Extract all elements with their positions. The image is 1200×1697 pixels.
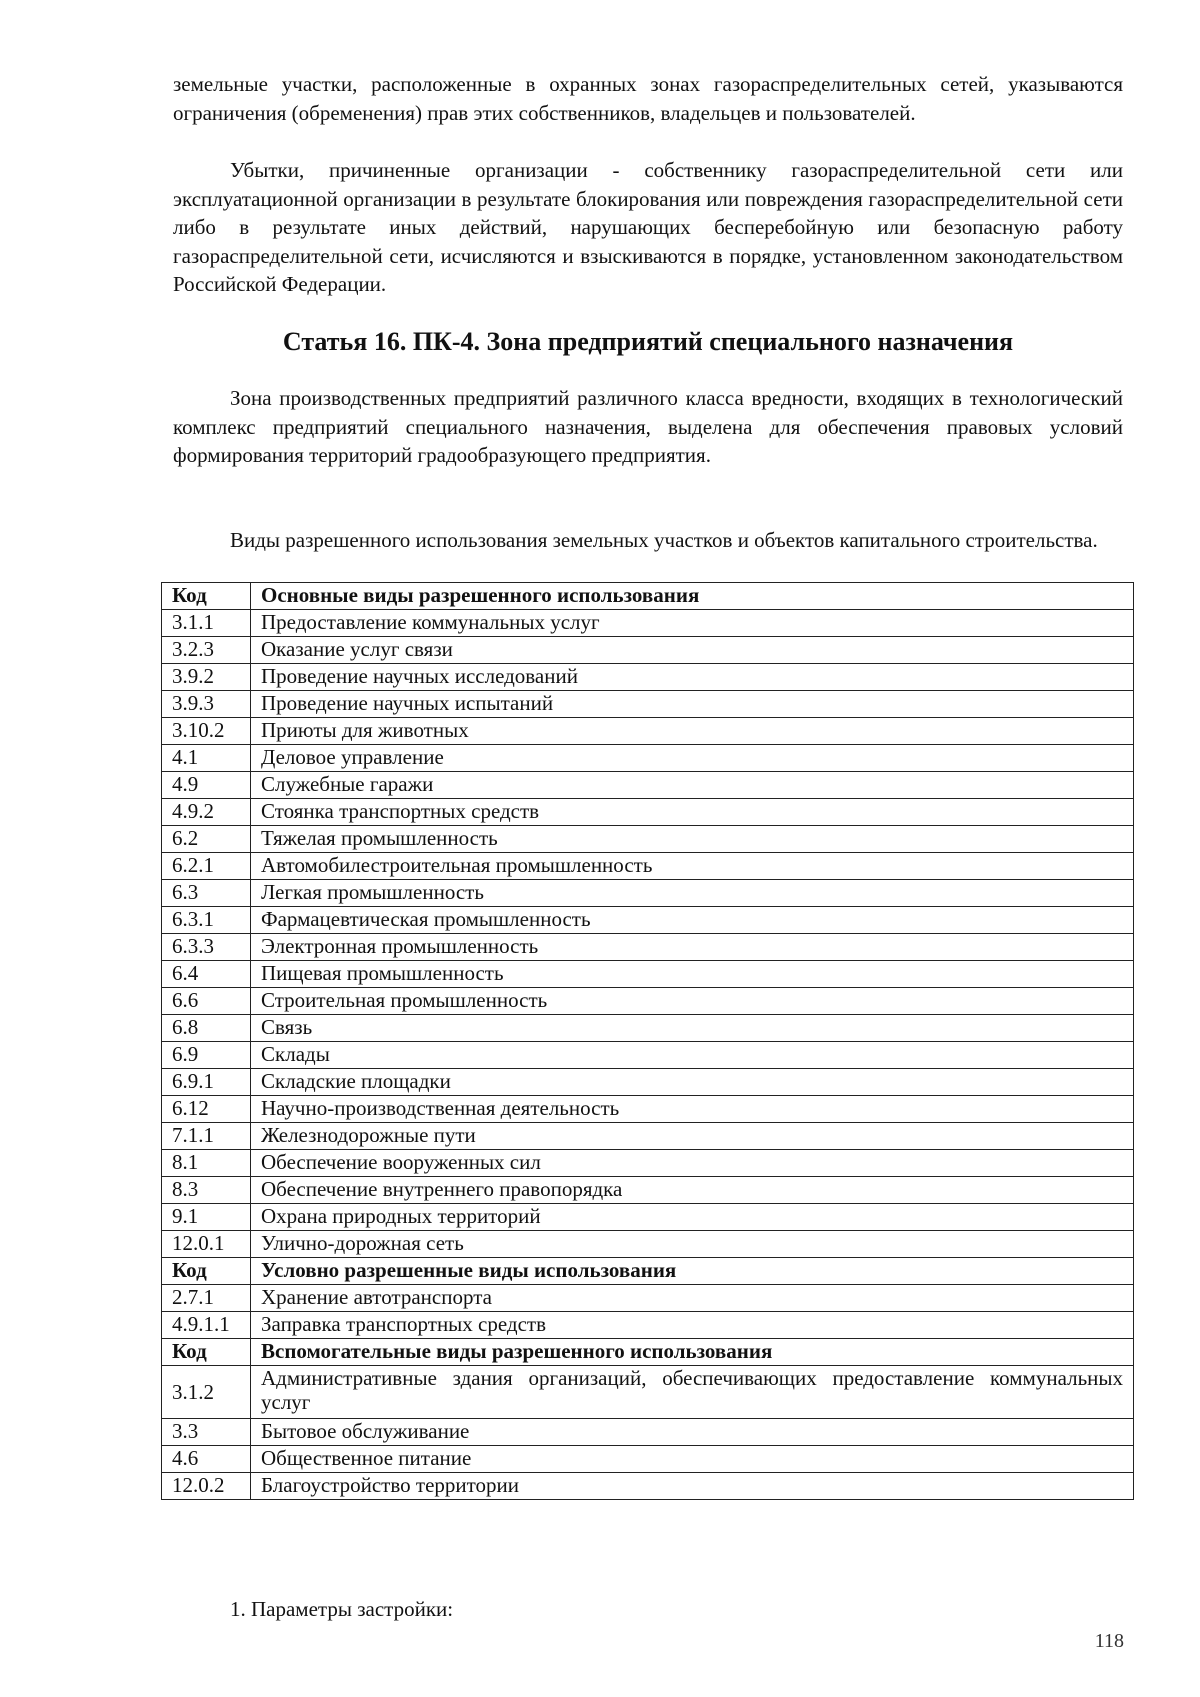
table-row [162, 637, 1134, 664]
use-name: Автомобилестроительная промышленность [251, 853, 1134, 880]
use-name: Оказание услуг связи [251, 637, 1134, 664]
use-code: 12.0.2 [162, 1473, 251, 1500]
use-name: Общественное питание [251, 1446, 1134, 1473]
table-row [162, 610, 1134, 637]
permitted-use-table-body [162, 583, 1134, 1500]
code-column-header: Код [162, 583, 251, 610]
use-code: 3.9.3 [162, 691, 251, 718]
use-name: Легкая промышленность [251, 880, 1134, 907]
use-name: Железнодорожные пути [251, 1123, 1134, 1150]
main-uses-section-title: Основные виды разрешенного использования [251, 583, 1134, 610]
use-name: Строительная промышленность [251, 988, 1134, 1015]
zone-description: Зона производственных предприятий различного класса вредности, входящих в технологический комплекс предприятий специального назначения, выделена для обеспечения правовых условий формирования территорий градообразующего предприятия. [173, 386, 1123, 468]
use-code: 4.6 [162, 1446, 251, 1473]
use-code: 2.7.1 [162, 1285, 251, 1312]
use-code: 3.1.2 [162, 1366, 251, 1419]
auxiliary-uses-header-row [162, 1339, 1134, 1366]
use-code: 6.9 [162, 1042, 251, 1069]
use-name: Стоянка транспортных средств [251, 799, 1134, 826]
table-row [162, 1042, 1134, 1069]
table-row [162, 907, 1134, 934]
use-name: Научно-производственная деятельность [251, 1096, 1134, 1123]
table-row [162, 853, 1134, 880]
use-code: 3.9.2 [162, 664, 251, 691]
building-parameters-item: 1. Параметры застройки: [230, 1597, 454, 1621]
table-row [162, 799, 1134, 826]
use-code: 3.1.1 [162, 610, 251, 637]
table-row [162, 934, 1134, 961]
use-code: 4.9 [162, 772, 251, 799]
use-name: Деловое управление [251, 745, 1134, 772]
use-code: 6.3.3 [162, 934, 251, 961]
use-name: Бытовое обслуживание [251, 1419, 1134, 1446]
code-column-header: Код [162, 1339, 251, 1366]
intro-paragraph-damages: Убытки, причиненные организации - собственнику газораспределительной сети или эксплуатационной организации в результате блокирования или повреждения газораспределительной сети либо в результате иных действий, нарушающих бесперебойную или безопасную работу газораспределительной сети, исчисляются и взыскиваются в порядке, установленном законодательством Российской Федерации. [173, 158, 1123, 297]
use-code: 6.3.1 [162, 907, 251, 934]
use-code: 3.3 [162, 1419, 251, 1446]
use-name: Приюты для животных [251, 718, 1134, 745]
use-name: Предоставление коммунальных услуг [251, 610, 1134, 637]
table-row [162, 988, 1134, 1015]
use-code: 6.8 [162, 1015, 251, 1042]
use-name: Обеспечение внутреннего правопорядка [251, 1177, 1134, 1204]
conditional-uses-header-row [162, 1258, 1134, 1285]
use-code: 6.4 [162, 961, 251, 988]
auxiliary-uses-section-title: Вспомогательные виды разрешенного использования [251, 1339, 1134, 1366]
table-row [162, 745, 1134, 772]
table-row [162, 1231, 1134, 1258]
table-row [162, 1419, 1134, 1446]
table-row [162, 718, 1134, 745]
conditional-uses-section-title: Условно разрешенные виды использования [251, 1258, 1134, 1285]
use-name: Служебные гаражи [251, 772, 1134, 799]
use-name: Электронная промышленность [251, 934, 1134, 961]
table-row [162, 1015, 1134, 1042]
table-row [162, 1150, 1134, 1177]
use-name: Проведение научных исследований [251, 664, 1134, 691]
use-code: 4.9.2 [162, 799, 251, 826]
page-number: 118 [1094, 1630, 1124, 1652]
use-code: 6.12 [162, 1096, 251, 1123]
table-row [162, 1446, 1134, 1473]
table-row [162, 664, 1134, 691]
use-code: 12.0.1 [162, 1231, 251, 1258]
permitted-use-table [161, 582, 1134, 1500]
use-name: Благоустройство территории [251, 1473, 1134, 1500]
use-code: 4.9.1.1 [162, 1312, 251, 1339]
use-name: Пищевая промышленность [251, 961, 1134, 988]
code-column-header: Код [162, 1258, 251, 1285]
use-name: Охрана природных территорий [251, 1204, 1134, 1231]
article-title: Статья 16. ПК-4. Зона предприятий специального назначения [282, 327, 1014, 356]
use-code: 3.2.3 [162, 637, 251, 664]
table-row [162, 772, 1134, 799]
table-row [162, 1312, 1134, 1339]
table-intro: Виды разрешенного использования земельных участков и объектов капитального строительства. [230, 528, 1098, 552]
table-row [162, 1177, 1134, 1204]
use-name: Заправка транспортных средств [251, 1312, 1134, 1339]
table-row [162, 1069, 1134, 1096]
use-name: Хранение автотранспорта [251, 1285, 1134, 1312]
use-name: Складские площадки [251, 1069, 1134, 1096]
use-name: Проведение научных испытаний [251, 691, 1134, 718]
table-row [162, 880, 1134, 907]
table-row [162, 1123, 1134, 1150]
use-code: 6.2.1 [162, 853, 251, 880]
use-code: 6.3 [162, 880, 251, 907]
use-code: 8.3 [162, 1177, 251, 1204]
use-name: Улично-дорожная сеть [251, 1231, 1134, 1258]
use-name: Административные здания организаций, обеспечивающих предоставление коммунальных услуг [251, 1366, 1134, 1419]
table-row [162, 961, 1134, 988]
use-name: Связь [251, 1015, 1134, 1042]
table-row [162, 1096, 1134, 1123]
use-code: 7.1.1 [162, 1123, 251, 1150]
use-code: 9.1 [162, 1204, 251, 1231]
table-row [162, 1366, 1134, 1419]
use-name: Тяжелая промышленность [251, 826, 1134, 853]
table-row [162, 1285, 1134, 1312]
table-row [162, 1204, 1134, 1231]
use-name: Обеспечение вооруженных сил [251, 1150, 1134, 1177]
use-name: Фармацевтическая промышленность [251, 907, 1134, 934]
use-code: 6.9.1 [162, 1069, 251, 1096]
main-uses-header-row [162, 583, 1134, 610]
table-row [162, 691, 1134, 718]
intro-paragraph-continued: земельные участки, расположенные в охранных зонах газораспределительных сетей, указываются ограничения (обременения) прав этих собственников, владельцев и пользователей. [173, 72, 1123, 125]
table-row [162, 1473, 1134, 1500]
use-code: 8.1 [162, 1150, 251, 1177]
use-code: 6.2 [162, 826, 251, 853]
use-code: 6.6 [162, 988, 251, 1015]
use-name: Склады [251, 1042, 1134, 1069]
use-code: 4.1 [162, 745, 251, 772]
use-code: 3.10.2 [162, 718, 251, 745]
table-row [162, 826, 1134, 853]
